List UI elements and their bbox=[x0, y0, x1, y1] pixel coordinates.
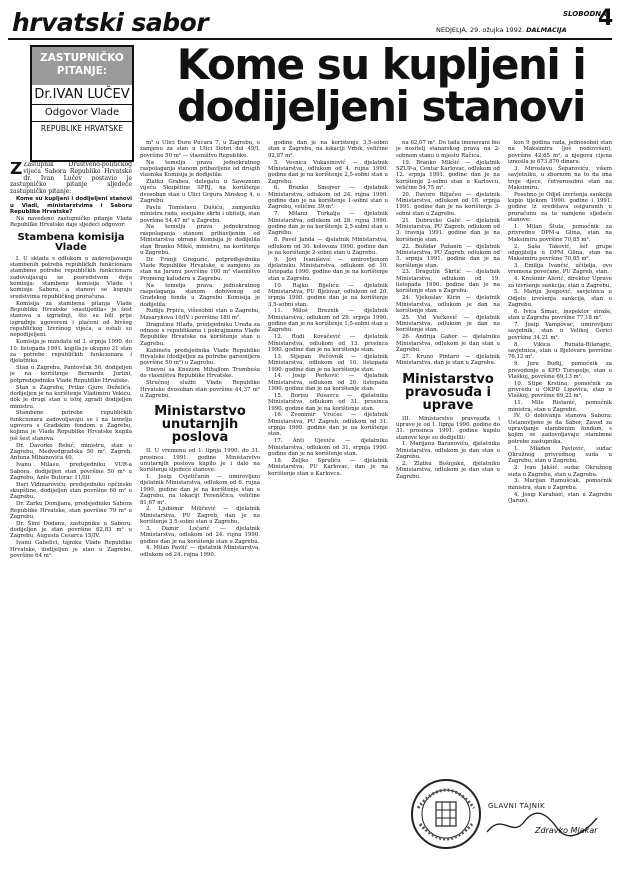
article-paragraph: Dr. Franji Gregurić, potpredsjedniku Vlade Republike Hrvatske, u zamjenu za stan na Jarunu površine 100 m² vlasništvo Promeng kaluđera u Zagrebu. bbox=[140, 256, 260, 282]
article-paragraph: 11. Mile Ristanić, pomoćnik ministra, stan u Zagrebu. bbox=[508, 400, 612, 413]
col3-paragraphs bbox=[268, 140, 388, 477]
column-5 bbox=[508, 140, 612, 770]
article-paragraph: 13. Stjepan Pečovnik — djelatnik Ministarstva, odlukom od 10. listopada 1990. godine dan je na korištenje stan. bbox=[268, 353, 388, 373]
article-paragraph: 11. Miloš Breznik — djelatnik Ministarstva, odlukom od 29. srpnja 1990. godine dan je na korištenje 1,5-sobni stan u Zagrebu. bbox=[268, 308, 388, 334]
article-paragraph: Pavlu Tomislavu Dušiću, zamjeniku ministra rada, socijalne skrbi i obitelji, stan površine 54,47 m² u Zagrebu. bbox=[140, 204, 260, 224]
column-4 bbox=[396, 140, 500, 770]
article-paragraph: Stan u Zagrebu, Prilaz Gjure Deželića, dodijeljen je na korištenje Vladimiru Vekiću, dok je drugi stan u istoj zgradi dodijeljen ministru. bbox=[10, 384, 132, 410]
article-paragraph: 24. Vjekoslav Kirin — djelatnik Ministarstva, odlukom je dan na korištenje stan. bbox=[396, 295, 500, 314]
issue-date-line bbox=[436, 26, 567, 34]
article-paragraph: 4. Krešimir Alerić, direktor Uprave za izvršenje sankcija, stan u Zagrebu. bbox=[508, 276, 612, 289]
article-paragraph: 3. Emilija Ivančić, učitelja, ovo vremena povećane, PU Zagreb, stan. bbox=[508, 263, 612, 276]
mp-name: Dr.IVAN LUČEV bbox=[32, 85, 132, 105]
article-paragraph: 21. Dubravko Galić — djelatnik Ministarstva, PU Zagreb, odlukom od 3. travnja 1991. godine dan je na korištenje stan. bbox=[396, 217, 500, 243]
article-paragraph: Đuri Vidmaroviću, predsjedniku općinske skupštine, dodijeljen stan površine 60 m² u Zagrebu. bbox=[10, 481, 132, 501]
column-3 bbox=[268, 140, 388, 862]
article-paragraph: 9. Jovi Ivanišević — umirovljenom djelatniku Ministarstva, odlukom od 10. listopada 1990. godine dan je na korištenje stan u Zagrebu. bbox=[268, 256, 388, 282]
article-paragraph: I. U skladu s odlukom o zadovoljavanju stambenih potreba republičkih funkcionara stambene potrebe republičkih funkcionara zadovoljavaju se posredstvom dviju komisija: stambene komisije Vlade i komisije Sabora, a stanovi se kupuju sredstvima republičkog proračuna. bbox=[10, 255, 132, 300]
article-paragraph: 22. Božidar Pažanin — djelatnik Ministarstva, PU Zagreb, odlukom od 3. srpnja 1991. godine dan je na korištenje stan. bbox=[396, 243, 500, 269]
article-paragraph: na 62,07 m². Do tada imenovani bio je nositelj stanarskog prava na 2-sobnom stanu u mjestu Račica. bbox=[396, 140, 500, 159]
article-paragraph: 9. Jure Buđij, pomoćnik za prevodenje u KPD Turopolje, stan u Vlaškoj, površine 69,13 m². bbox=[508, 361, 612, 380]
question-box bbox=[30, 45, 134, 162]
answer-label: Odgovor Vlade bbox=[44, 107, 120, 118]
article-paragraph: 5. Marija Josipović, savjetnica u Odjelu izvršenja sankcija, stan u Zagrebu. bbox=[508, 289, 612, 309]
article-paragraph: 27. Kruno Pintaro — djelatnik Ministarstva, dan je stan u Zagrebu. bbox=[396, 353, 500, 367]
article-paragraph: Dragutinu Hlađu, predsjedniku Ureda za odnose s republikama i pokrajinama Vlade Republike Hrvatske na korištenje stan u Zagrebu. bbox=[140, 321, 260, 347]
article-paragraph: 18. Željko Spruliću — djelatnik Ministarstva, PU Karlovac, dan je na korištenje stan u Karlovcu. bbox=[268, 457, 388, 477]
article-paragraph: Dr. Zarku Domljanu, predsjedniku Sabora Republike Hrvatske, stan površine 79 m² u Zagrebu. bbox=[10, 501, 132, 520]
article-paragraph: 7. Milanu Turkalju — djelatnik Ministarstva, odlukom od 28. rujna 1990. godine dan je na korištenje 2,5-sobni stan u Zagrebu. bbox=[268, 211, 388, 237]
signature-block bbox=[400, 770, 615, 865]
masthead-title: hrvatski sabor bbox=[12, 8, 209, 37]
col4-paragraphs bbox=[396, 140, 500, 367]
article-paragraph: 1. Josip Cvjetičanin — umirovljeni djelatnik Ministarstva, odlukom od 6. rujna 1990. godine dan je na korištenje stan u Zagrebu, na lokaciji Ferenščica, veličine 81,67 m². bbox=[140, 474, 260, 506]
col2-paragraphs bbox=[140, 140, 260, 399]
article-paragraph: 14. Josip Perković — djelatnik Ministarstva, odlukom od 26. listopada 1990. godine dan je na korištenje stan. bbox=[268, 373, 388, 393]
article-paragraph: 3. Marijan Ramušćak, pomoćnik ministra, stan u Zagrebu. bbox=[508, 478, 612, 491]
article-paragraph: Rudiju Prpiću, višesobni stan u Zagrebu, Masarykova 10/IV i površine 180 m². bbox=[140, 308, 260, 321]
article-paragraph: Posebno je Odjel izvršenja sankcija kupio tijekom 1990. godine i 1991. godine iz sredstava osiguranih u proračunu za te namjene sljedeće stanove: bbox=[508, 191, 612, 224]
col1-paragraphs bbox=[10, 256, 132, 560]
article-paragraph: 3. Miroslavu Šeparoviću, višem savjetniku, u zbornom na to da ima troje djece, četverosobni stan na Maksimiru. bbox=[508, 165, 612, 191]
article-paragraph: 2. Ivan Jakšić, sudac Okružnog suda u Zagrebu, stan u Zagrebu. bbox=[508, 465, 612, 478]
article-paragraph: 1. Marijanu Baranoviću, djelatniku Ministarstva, odlukom je dan stan u Zagrebu. bbox=[396, 441, 500, 461]
article-paragraph: Na temelju prava jednokratnog raspolaganja stanom pribavljenim od Ministarstva obrane Komisija je dodijelila stan Branku Mikši, ministru, na korištenje u Zagrebu. bbox=[140, 224, 260, 256]
article-paragraph: II. U vremenu od 1. lipnja 1990. do 31. prosinca 1991. godine Ministarstvo unutarnjih poslova kupilo je i dalo na korištenje sljedeće stanove: bbox=[140, 448, 260, 474]
signature-scribble-icon bbox=[482, 810, 602, 840]
article-paragraph: 16. Zvonimir Vrućec — djelatnik Ministarstva, PU Zagreb, odlukom od 31. srpnja 1990. godine dan je na korištenje stan. bbox=[268, 412, 388, 438]
section-heading-2: Ministarstvo unutarnjih poslova bbox=[154, 404, 246, 446]
article-paragraph: 12. Rudi Kovačević — djelatnik Ministarstva, odlukom od 13. prosinca 1990. godine dan je na korištenje stan. bbox=[268, 334, 388, 353]
article-paragraph: Komisija za stambena pitanja Vlade Republike Hrvatske »nastijedila« je šest stanova u izgradnji, što su bili prije izgradnje ugovoreni i plaćeni od bivšeg republičkog Izvršnog vijeća, a ostali su nepodijeljeni. bbox=[10, 300, 132, 339]
article-paragraph: Komisija je mandatu od 3. srpnja 1990. do 10. listopada 1991. kupila je ukupno 21 stan za potrebe republičkih funkcionara i djelatnika. bbox=[10, 339, 132, 365]
article-paragraph: 6. Branko Smojver — djelatnik Ministarstva, odlukom od 24. rujna 1990. godine dan je na korištenje 1-sobni stan u Zagrebu, veličine 39 m². bbox=[268, 185, 388, 211]
article-paragraph: Dr. Šimi Đodanu, zastupniku u Saboru, dodijeljen je stan površine 62,83 m² u Zagrebu, Augusta Cesarca 15/IV. bbox=[10, 520, 132, 540]
article-paragraph: 17. Anti Ujeviću — djelatniku Ministarstva, odlukom od 31. srpnja 1990. godine dan je na korištenje stan. bbox=[268, 438, 388, 457]
article-paragraph: 2. Ljubomir Miličević — djelatnik Ministarstva, PU Zagreb, dan je na korištenje 3,5-sobni stan u Zagrebu. bbox=[140, 506, 260, 526]
masthead-section: SLOBODNA bbox=[563, 10, 607, 18]
masthead bbox=[8, 6, 612, 40]
article-paragraph: Dr. Davorko Rebić, ministru, stan u Zagrebu, Medvedgradska 50 m², Zagreb, Antuna Mihanovića 40. bbox=[10, 442, 132, 462]
article-paragraph: IV. O dobivanju stanova Sabora: Ustanovljeno je da Sabor, Zavod za upravljanje stambenim fondom, s kojim se zadovoljavaju stambene potrebe zastupnika. bbox=[508, 413, 612, 445]
article-paragraph: 23. Dragutin Škrtić — djelatnik Ministarstva, odlukom od 19. listopada 1990. godine dan je na korištenje stan u Zagrebu. bbox=[396, 269, 500, 295]
article-paragraph: m² u Ulici Đure Pucara 7, u Zagrebu, u zamjenu za stan u Ulici Dobri dol 49/I, površine 50 m² — vlasništvo Republike. bbox=[140, 140, 260, 159]
article-paragraph: 8. Pavel Janda — djelatnik Ministarstva, odlukom od 30. kolovoza 1990. godine dan je na korištenje 2-sobni stan u Zagrebu. bbox=[268, 237, 388, 256]
paper-name: DALMACIJA bbox=[526, 26, 567, 34]
article-paragraph: Stručnoj službi Vlade Republike Hrvatske dvosoban stan površine 44,37 m² u Zagrebu. bbox=[140, 380, 260, 399]
article-paragraph: 26. Andrija Gabor — djelatniku Ministarstva, odlukom je dan stan u Zagrebu. bbox=[396, 334, 500, 353]
article-paragraph: 3. Damir Ločarić — djelatnik Ministarstva, odlukom od 24. rujna 1990. godine dan je na korištenje stan u Zagrebu. bbox=[140, 525, 260, 545]
article-paragraph: Kabinetu predsjednika Vlade Republike Hrvatske (dodijeljen za potrebe garsonijera površine 50 m²) u Zagrebu. bbox=[140, 347, 260, 367]
question-text: Kome su kupljeni i dodijeljeni stanovi u Vladi, ministarstvima i Saboru Republike Hrvatske? bbox=[10, 196, 132, 216]
article-paragraph: 4. Milan Pavlić — djelatnik Ministarstva, odlukom od 24. rujna 1990. bbox=[140, 545, 260, 558]
article-paragraph: Ivanu Gabelici, tajniku Vlade Republike Hrvatske, dodijeljen je stan u Zagrebu, površine 64 m². bbox=[10, 540, 132, 560]
article-paragraph: Na temelju prava jednokratnog raspolaganja stanom dobivenog od Gradskog fonda u Zagrebu Komisija je dodijelila: bbox=[140, 282, 260, 308]
article-paragraph: III. Ministarstvo pravosuđa i uprave je od 1. lipnja 1990. godine do 31. prosinca 1991. godine kupilo stanove koje su dodijelili: bbox=[396, 415, 500, 441]
article-paragraph: 8. Vikica Runata-Bilaragić, savjetnica, stan u Bjelovaru površine 76,12 m². bbox=[508, 341, 612, 361]
column-1: Z Zastupnik Društveno-političkog vijeća Sabora Republike Hrvatske dr. Ivan Lučev postavio je zastupničko pitanje sljedeće zastupničko pitanje: Kome su kupljeni i dodijeljeni stanovi u Vladi, ministarstvima i Saboru Republike Hrvatske? Na navedeno zastupničko pitanje Vlada Republike Hrvatske daje sljedeći odgovor: Stambena komisija Vlade I. U skladu s odlukom o zadovoljavanju stambenih potreba republičkih funkcionara stambene potrebe republičkih funkcionara zadovoljavaju se posredstvom dviju komisija: stambene komisije Vlade i komisije Sabora, a stanovi se kupuju sredstvima republičkog proračuna. Komisija za stambena pitanja Vlade Republike Hrvatske »nastijedila« je šest stanova u izgradnji, što su bili prije izgradnje ugovoreni i plaćeni od bivšeg republičkog Izvršnog vijeća, a ostali su nepodijeljeni. Komisija je mandatu od 3. srpnja 1990. do 10. listopada 1991. kupila je ukupno 21 stan za potrebe republičkih funkcionara i djelatnika. Stan u Zagrebu, Pantovčak 56, dodijeljen je na korištenje Bernardu Jurlini, potpredsjedniku Vlade Republike Hrvatske. Stan u Zagrebu, Prilaz Gjure Deželića, dodijeljen je na korištenje Vladimiru Vekiću, dok je drugi stan u istoj zgradi dodijeljen ministru. Stambene potrebe republičkih funkcionara zadovoljavaju se i na temelju ugovora s Gradskim fondom u Zagrebu, kojima je Vlada Republike Hrvatske kupila još šest stanova. Dr. Davorko Rebić, ministru, stan u Zagrebu, Medvedgradska 50 m², Zagreb, Antuna Mihanovića 40. Ivanu Milasu, predsjedniku VUR-a Sabora, dodijeljen stan površine 50 m² u Zagrebu, Ante Butorac 11/III. Đuri Vidmaroviću, predsjedniku općinske skupštine, dodijeljen stan površine 60 m² u Zagrebu. Dr. Zarku Domljanu, predsjedniku Sabora Republike Hrvatske, stan površine 79 m² u Zagrebu. Dr. Šimi Đodanu, zastupniku u Saboru, dodijeljen je stan površine 62,83 m² u Zagrebu, Augusta Cesarca 15/IV. Ivanu Gabelici, tajniku Vlade Republike Hrvatske, dodijeljen je stan u Zagrebu, površine 64 m². bbox=[10, 162, 132, 560]
signatory-name: Zdravko Mlakar bbox=[535, 826, 598, 835]
article-paragraph: godine dan je na korištenje 3,5-sobni stan u Zagrebu, na lokaciji Vrbik, veličine 92,87 m². bbox=[268, 140, 388, 159]
article-paragraph: 7. Josip Vampovac, umirovljeni savjetnik, stan u Velikoj Gorici površine 34,21 m². bbox=[508, 322, 612, 341]
article-paragraph: 20. Davoro Biljačeo — djelatnik Ministarstva, odlukom od 18. srpnja 1991. godine dan je na korištenje 3-sobni stan u Zagrebu. bbox=[396, 191, 500, 217]
article-paragraph: kon 9 godina rada, jednosobni stan na Maksimiru (još nedovršen), površine 42,65 m², a njegova cijena iznosila je 673.870 dinara. bbox=[508, 140, 612, 166]
article-paragraph: Stan u Zagrebu, Pantovčak 56, dodijeljen je na korištenje Bernardu Jurlini, potpredsjedniku Vlade Republike Hrvatske. bbox=[10, 365, 132, 384]
article-paragraph: Dnevni sa Knezom Mihajlom Trumbuša do vlasništva Republike Hrvatske. bbox=[140, 367, 260, 380]
article-paragraph: Ivanu Milasu, predsjedniku VUR-a Sabora, dodijeljen stan površine 50 m² u Zagrebu, Ante Butorac 11/III. bbox=[10, 462, 132, 481]
government-label: REPUBLIKE HRVATSKE bbox=[32, 121, 132, 133]
article-paragraph: 25. Vid Vučković — djelatnik Ministarstva, odlukom je dan na korištenje stan. bbox=[396, 314, 500, 334]
signature-title: GLAVNI TAJNIK bbox=[488, 802, 546, 810]
section-heading-1: Stambena komisija Vlade bbox=[17, 231, 125, 253]
col4-ministry-paragraphs bbox=[396, 416, 500, 480]
article-paragraph: 1. Mladen Pavlović, sudac Okružnog privrednog suda u Zagrebu, stan u Zagrebu. bbox=[508, 445, 612, 465]
issue-date: NEDJELJA, 29. ožujka 1992. bbox=[436, 26, 525, 34]
article-paragraph: Zlatku Grabeu, delegatu u Saveznom vijeću Skupštine SFRJ, na korištenje dvosoban stan u Ulici Grgura Ninskog 4, u Zagrebu. bbox=[140, 179, 260, 205]
article-paragraph: 19. Branko Mikšić — djelatnik SZUP-a, Centar Karlovac, odlukom od 12. srpnja 1991. godine dan je na korištenje 2-sobni stan u Karlovcu, veličine 54,75 m². bbox=[396, 159, 500, 191]
seal-icon bbox=[410, 778, 482, 850]
headline: Kome su kupljeni i dodijeljeni stanovi bbox=[176, 40, 586, 131]
article-paragraph: 5. Vesnica Vukasinović — djelatnik Ministarstva, odlukom od 4. rujna 1990. godine dan je na korištenje 2,5-sobni stan u Zagrebu. bbox=[268, 159, 388, 185]
article-paragraph: 4. Josip Karabaić, stan u Zagrebu (Jarun). bbox=[508, 491, 612, 504]
article-paragraph: 6. Ivica Šimac, inspektor straže, stan u Zagrebu površine 77,18 m². bbox=[508, 308, 612, 322]
article-paragraph: 1. Milan Štula, pomoćnik za privrednu DPM-a Glina, stan na Maksimiru površine 70,85 m². bbox=[508, 223, 612, 243]
section-heading-3: Ministarstvo pravosuđa i uprave bbox=[402, 371, 494, 413]
col2-ministry-paragraphs bbox=[140, 448, 260, 558]
article-paragraph: Na temelju prava jednokratnog raspolaganja stanom pribavljene od drugih vlasnika Komisija je dodijelila: bbox=[140, 159, 260, 179]
article-paragraph: 10. Rajku Bijeliću — djelatnik Ministarstva, PU Bjelovar, odlukom od 20. srpnja 1990. godine dan je na korištenje 3,5-sobni stan. bbox=[268, 282, 388, 308]
article-paragraph: 2. Saša Taković, šef grupe odgojitelja u DPM Glina, stan na Maksimiru površine 70,85 m². bbox=[508, 243, 612, 263]
article-paragraph: Stambene potrebe republičkih funkcionara zadovoljavaju se i na temelju ugovora s Gradskim fondom u Zagrebu, kojima je Vlada Republike Hrvatske kupila još šest stanova. bbox=[10, 410, 132, 442]
article-paragraph: 10. Stipe Krstina, pomoćnik za privredu u OKPD Lipovica, stan u Vlaškoj, površine 69,22 m². bbox=[508, 380, 612, 400]
page-number: 4 bbox=[598, 6, 614, 31]
lead-paragraph: Zastupnik Društveno-političkog vijeća Sabora Republike Hrvatske dr. Ivan Lučev postavio je zastupničko pitanje sljedeće zastupničko pitanje: bbox=[10, 162, 132, 196]
column-2 bbox=[140, 140, 260, 862]
question-banner: ZASTUPNIČKO PITANJE: bbox=[32, 47, 132, 85]
article-paragraph: 15. Borisu Posavcu — djelatniku Ministarstva, odlukom od 31. prosinca 1990. godine dan je na korištenje stan. bbox=[268, 392, 388, 412]
article-paragraph: 2. Zlatku Bošnjaku, djelatniku Ministarstva, odlukom je dan stan u Zagrebu. bbox=[396, 460, 500, 480]
intro-text: Na navedeno zastupničko pitanje Vlada Republike Hrvatske daje sljedeći odgovor: bbox=[10, 216, 132, 229]
col5-paragraphs bbox=[508, 140, 612, 504]
